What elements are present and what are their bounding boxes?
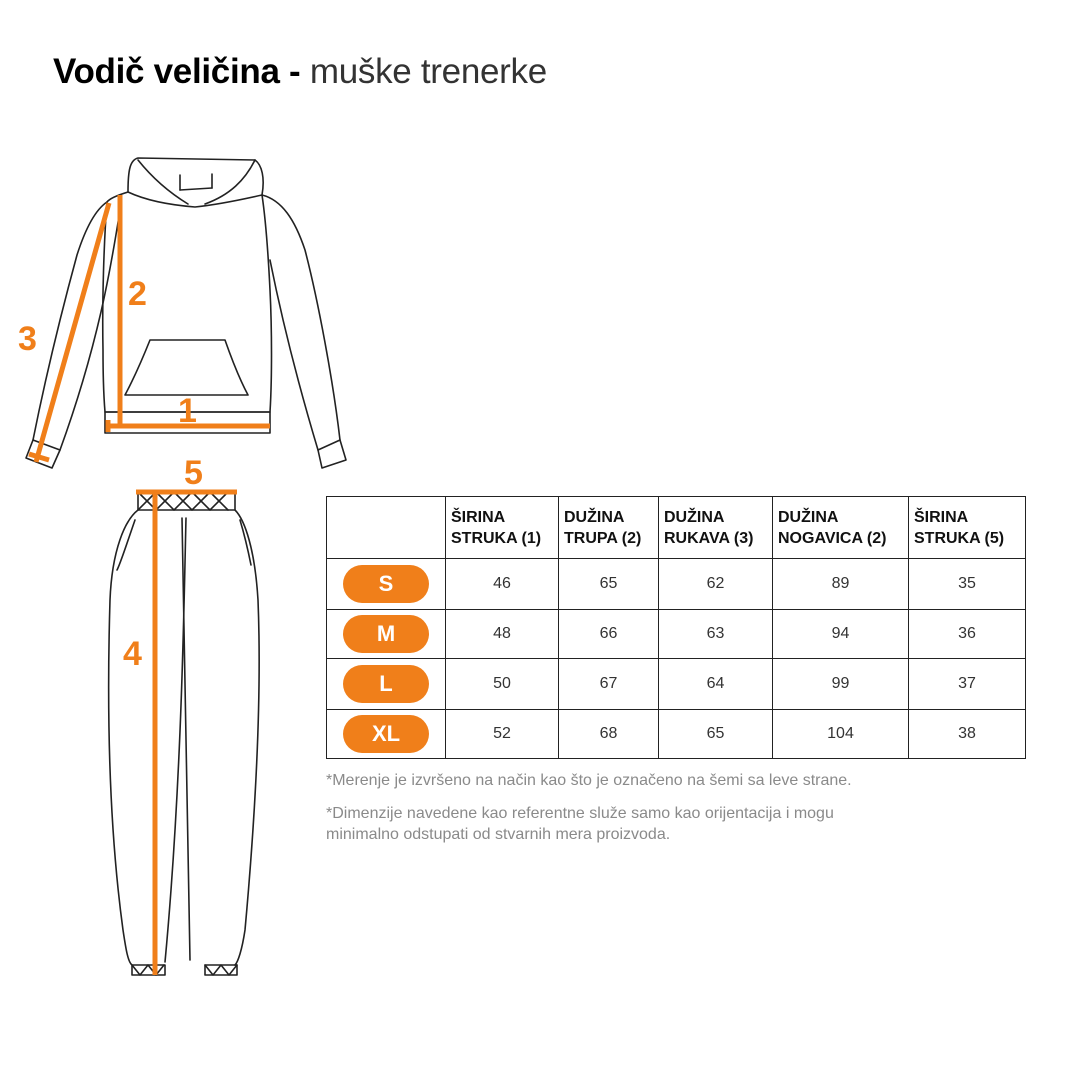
marker-2: 2 (128, 275, 147, 313)
dimensions-note (326, 803, 834, 845)
table-cell: 94 (773, 610, 909, 659)
table-row (327, 559, 1026, 610)
table-row (327, 659, 1026, 710)
table-cell: 36 (909, 610, 1026, 659)
table-row (327, 710, 1026, 759)
table-cell: 48 (446, 610, 559, 659)
table-cell: 67 (559, 659, 659, 710)
pants-drawing (109, 492, 260, 975)
table-cell: 104 (773, 710, 909, 759)
marker-1: 1 (178, 392, 197, 430)
table-row (327, 610, 1026, 659)
table-cell: 37 (909, 659, 1026, 710)
header-duzina-nogavica: DUŽINA NOGAVICA (2) (773, 497, 909, 559)
table-cell: 46 (446, 559, 559, 610)
table-cell: 89 (773, 559, 909, 610)
marker-4: 4 (123, 635, 142, 673)
header-sirina-struka-1: ŠIRINA STRUKA (1) (446, 497, 559, 559)
table-cell: 62 (659, 559, 773, 610)
marker-3: 3 (18, 320, 37, 358)
table-cell: 50 (446, 659, 559, 710)
marker-5: 5 (184, 454, 203, 492)
measure-line-3-cap (29, 454, 49, 460)
dimensions-note-line-1: *Dimenzije navedene kao referentne služe samo kao orijentacija i mogu (326, 805, 834, 822)
table-cell: 35 (909, 559, 1026, 610)
table-cell: 66 (559, 610, 659, 659)
table-cell: 65 (659, 710, 773, 759)
table-cell: 38 (909, 710, 1026, 759)
measure-line-3-sleeve (36, 203, 109, 462)
table-cell: 68 (559, 710, 659, 759)
size-badge-m: M (343, 615, 429, 653)
size-cell (327, 710, 446, 759)
size-cell (327, 659, 446, 710)
measurement-note: *Merenje je izvršeno na način kao što je označeno na šemi sa leve strane. (326, 772, 852, 789)
header-duzina-trupa: DUŽINA TRUPA (2) (559, 497, 659, 559)
size-badge-xl: XL (343, 715, 429, 753)
header-empty (327, 497, 446, 559)
table-cell: 99 (773, 659, 909, 710)
header-duzina-rukava: DUŽINA RUKAVA (3) (659, 497, 773, 559)
title-bold: Vodič veličina - (53, 52, 301, 91)
size-cell (327, 610, 446, 659)
table-header-row (327, 497, 1026, 559)
table-cell: 65 (559, 559, 659, 610)
header-sirina-struka-5: ŠIRINA STRUKA (5) (909, 497, 1026, 559)
table-cell: 52 (446, 710, 559, 759)
table-cell: 64 (659, 659, 773, 710)
table-cell: 63 (659, 610, 773, 659)
size-table (326, 496, 1026, 759)
size-badge-l: L (343, 665, 429, 703)
size-cell (327, 559, 446, 610)
title-subtitle: muške trenerke (309, 52, 547, 91)
size-badge-s: S (343, 565, 429, 603)
dimensions-note-line-2: minimalno odstupati od stvarnih mera proizvoda. (326, 826, 671, 843)
